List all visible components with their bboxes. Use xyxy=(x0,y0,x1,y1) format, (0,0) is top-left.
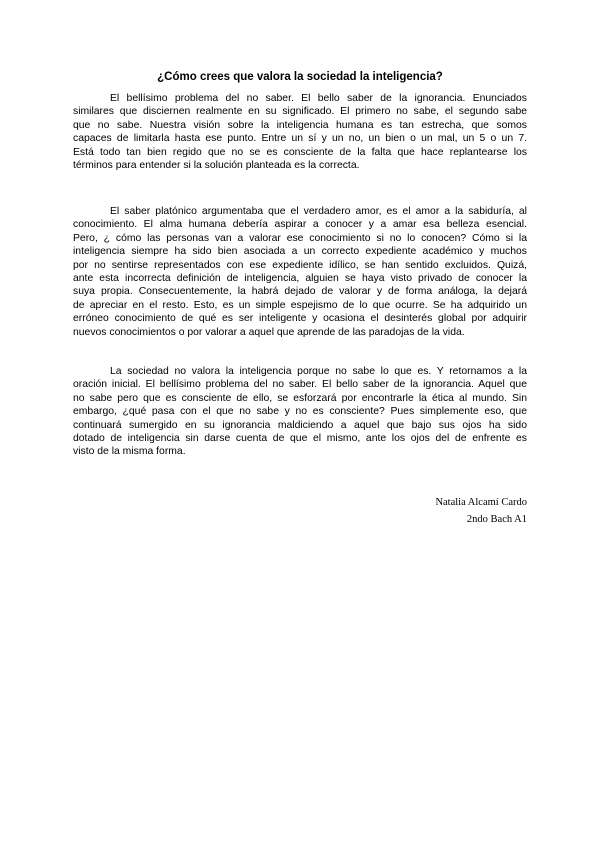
text-line: embargo, ¿qué pasa con el que no sabe y no es consciente? Pues simplemente eso, que xyxy=(73,406,527,418)
text-line: oración inicial. El bellísimo problema del no saber. El bello saber de la ignorancia. Aquel que xyxy=(73,379,527,391)
text-line: Pero, ¿ cómo las personas van a valorar ese conocimiento si no lo conocen? Cómo si la xyxy=(73,232,527,244)
text-line: El saber platónico argumentaba que el verdadero amor, es el amor a la sabiduría, al xyxy=(110,206,527,217)
text-line: visto de la misma forma. xyxy=(73,446,186,458)
text-line: términos para entender si la solución planteada es la correcta. xyxy=(73,159,360,171)
text-line: ante esta incorrecta definición de inteligencia, alguien se haya visto privado de conocer la xyxy=(73,272,527,284)
text-line: de apreciar en el resto. Esto, es un simple espejismo de lo que ocurre. Se ha adquirido un xyxy=(73,299,527,311)
paragraph-2 xyxy=(73,205,527,339)
text-line: erróneo conocimiento de qué es ser inteligente y ocasiona el desinterés global por adquirir xyxy=(73,313,527,325)
text-line: continuará sumergido en su ignorancia maldiciendo a aquel que bajo sus ojos ha sido xyxy=(73,419,527,431)
document-title: ¿Cómo crees que valora la sociedad la inteligencia? xyxy=(157,71,443,83)
signature xyxy=(435,494,527,528)
text-line: Está todo tan bien regido que no se es consciente de la falta que hace replantearse los xyxy=(73,146,527,158)
text-line: similares que disciernen realmente en su significado. El primero no sabe, el segundo sabe xyxy=(73,106,527,118)
text-line: capaces de limitarla hasta ese punto. Entre un sí y un no, un bien o un mal, un 5 o un 7. xyxy=(73,133,527,145)
text-line: La sociedad no valora la inteligencia porque no sabe lo que es. Y retornamos a la xyxy=(110,366,527,377)
text-line: suya propia. Consecuentemente, la habrá dejado de valorar y de forma análoga, la dejará xyxy=(73,286,527,298)
author-name: Natalia Alcamí Cardo xyxy=(435,497,527,508)
text-line: por no sentirse representados con ese expediente idílico, se han sentido excluidos. Quizá, xyxy=(73,259,527,271)
text-line: conocimiento. El alma humana debería aspirar a conocer y a amar esa belleza esencial. xyxy=(73,219,527,231)
text-line: inteligencia siempre ha sido bien asociada a un correcto expediente académico y muchos xyxy=(73,246,527,258)
author-course: 2ndo Bach A1 xyxy=(466,514,527,525)
text-line: no sabe pero que es consciente de ello, se esforzará por encontrarle la ética al mundo. Sin xyxy=(73,392,527,404)
text-line: El bellísimo problema del no saber. El bello saber de la ignorancia. Enunciados xyxy=(110,93,527,104)
paragraph-1 xyxy=(73,92,527,172)
text-line: dotado de inteligencia sin darse cuenta de que el mismo, ante los ojos del de enfrente es xyxy=(73,432,527,444)
text-line: nuevos conocimientos o por valorar a aquel que aprende de las paradojas de la vida. xyxy=(73,326,465,338)
text-line: que no sabe. Nuestra visión sobre la inteligencia humana es tan estrecha, que somos xyxy=(73,119,527,131)
paragraph-3 xyxy=(73,365,527,459)
